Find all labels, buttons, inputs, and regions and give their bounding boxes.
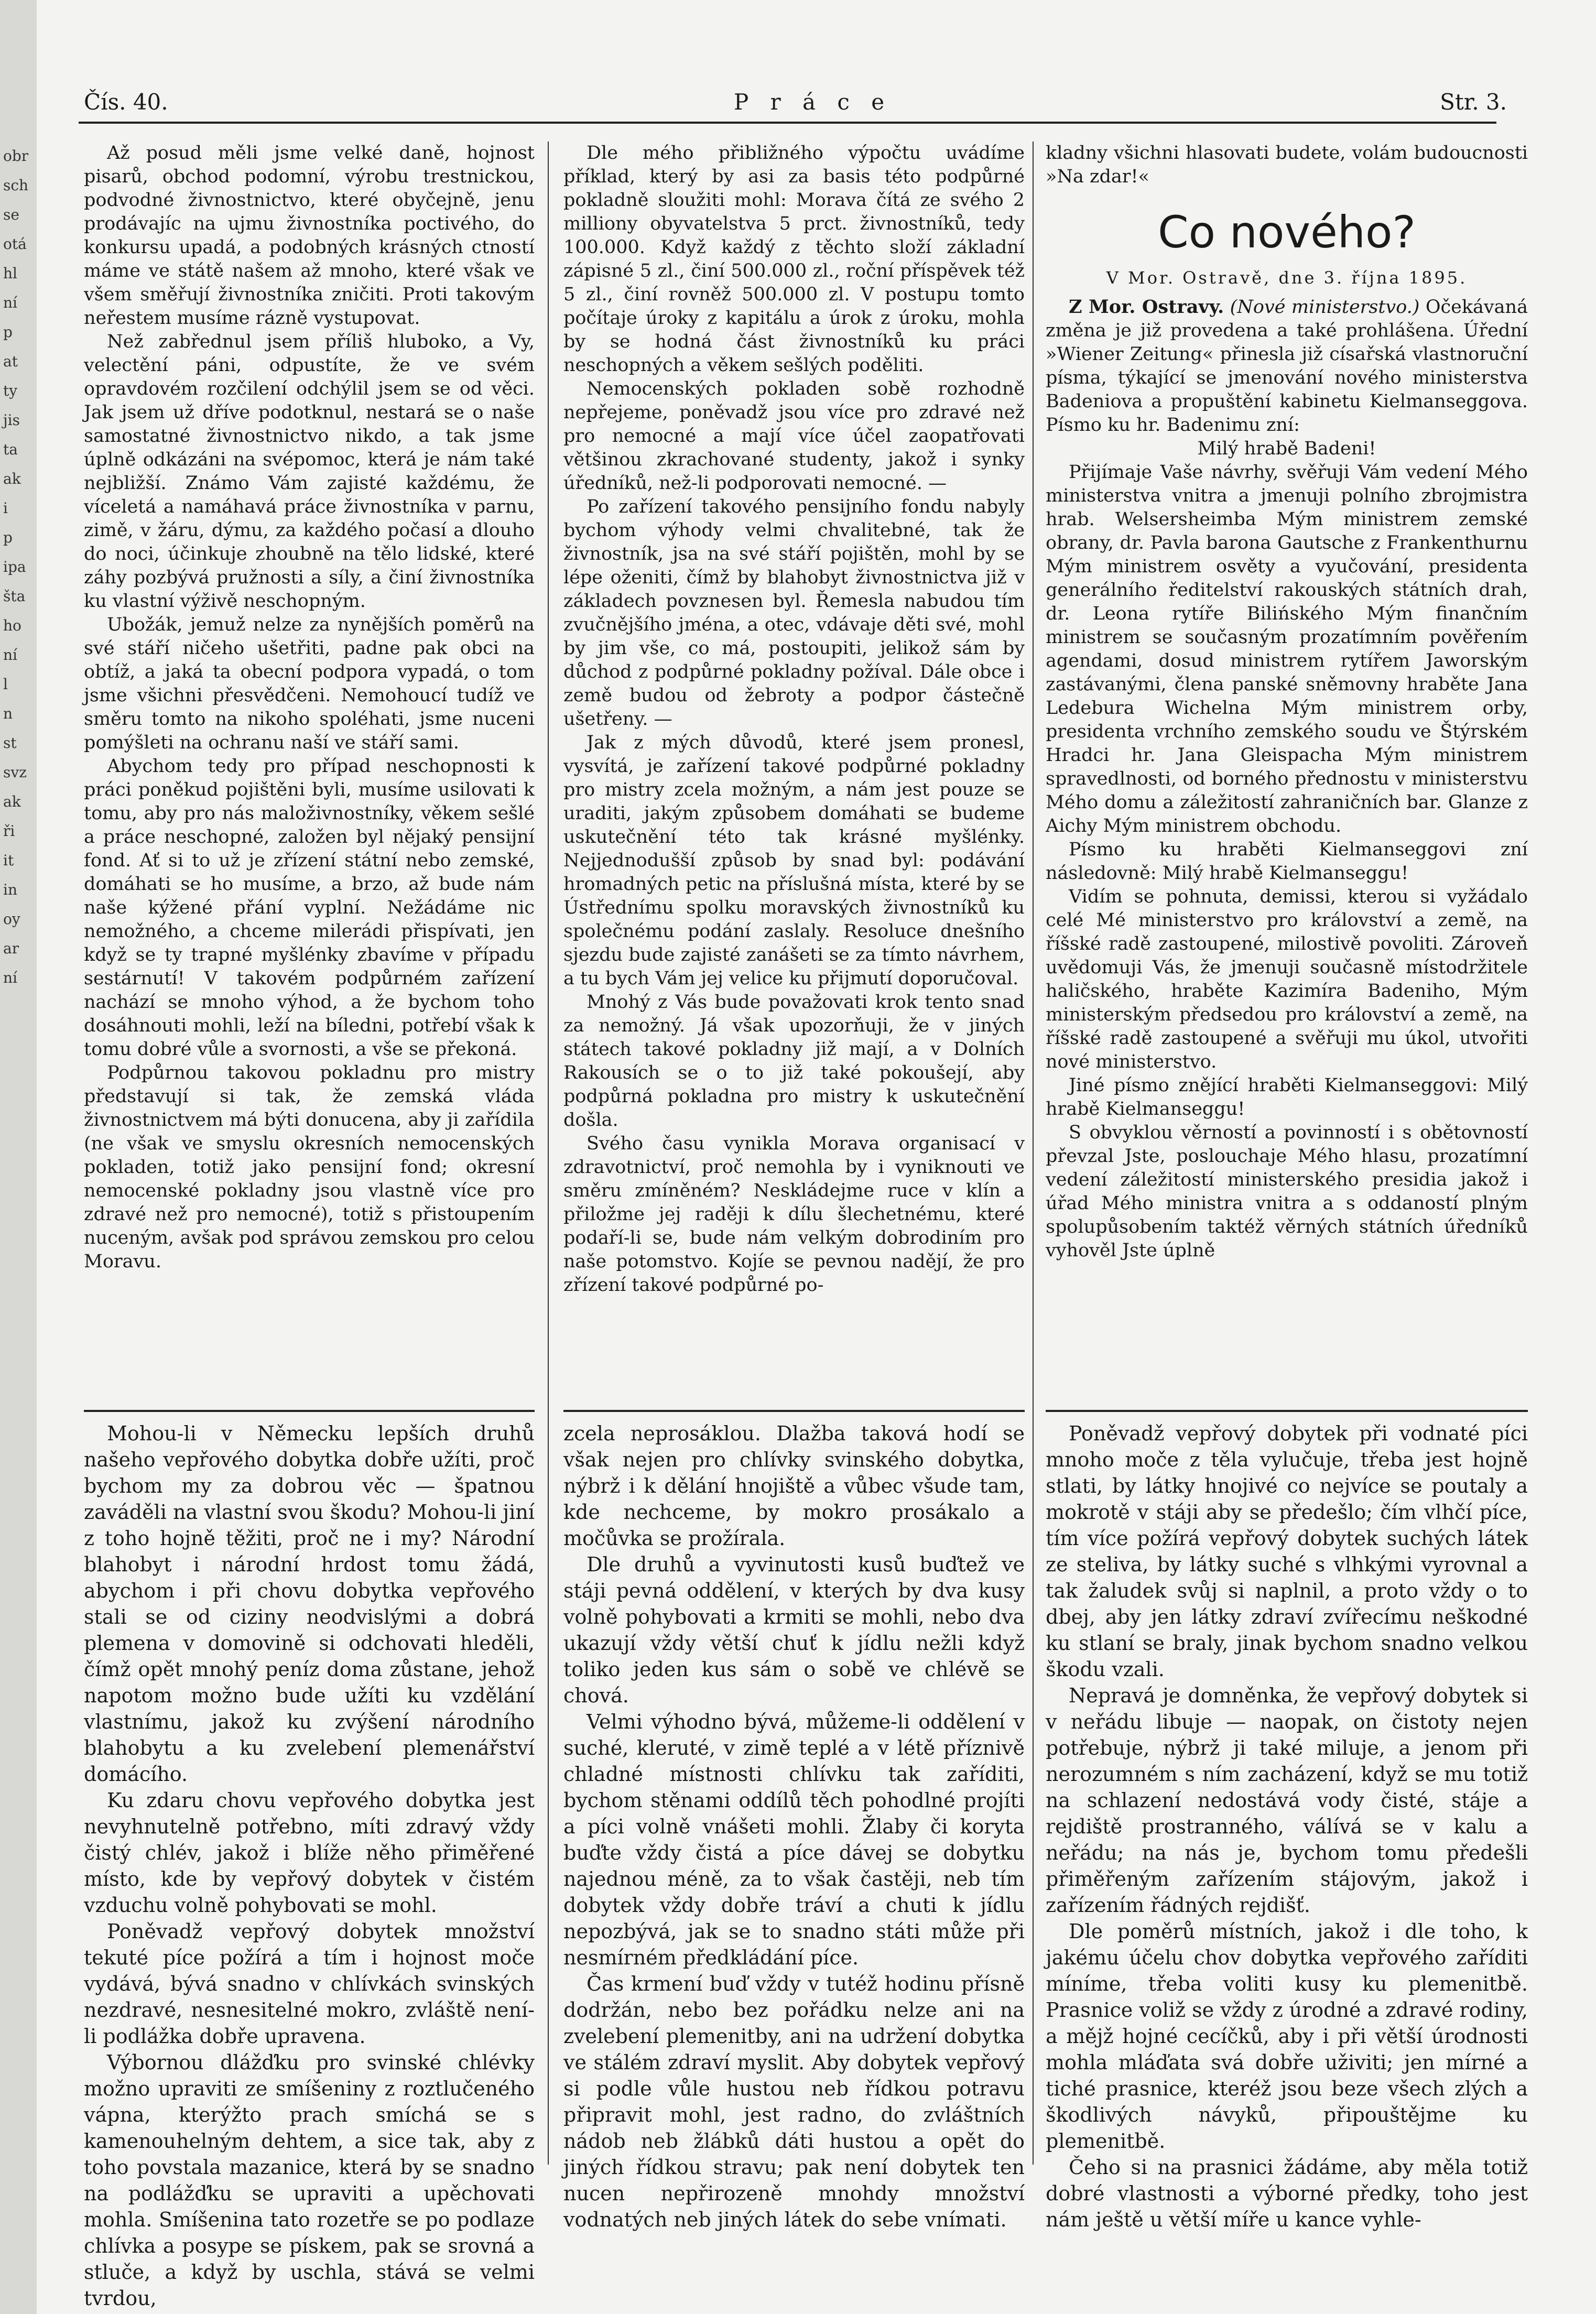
paragraph: Nepravá je domněnka, že vepřový dobytek si v neřádu libuje — naopak, on čistoty nejen potřebuje, nýbrž ji také miluje, a jenom při nerozumném s ním zacházení, když se mu totiž na schlazení nedostává vody čisté, stáje a rejdiště prostranného, válívá se v kalu a neřádu; na nás je, bychom tomu předešli přiměřeným zařízením stájovým, jakož i zařízením řádných rejdišť. [1046, 1684, 1528, 1917]
news-topic: (Nové ministerstvo.) [1230, 297, 1420, 318]
paragraph: Abychom tedy pro případ neschopnosti k práci poněkud pojištěni byli, musíme usilovati k tomu, aby pro nás maloživnostníky, věkem sešlé a práce neschopné, založen byl nějaký pensijní fond. Ať si to už je zřízení státní nebo zemské, domáhati se ho musíme, a brzo, až bude nám naše kýžené přání vyplní. Nežádáme nic nemožného, a chceme milerádi přispívati, jen když se ty trapné myšlénky zbavíme v případu sestárnutí! V takovém podpůrném zařízení nachází se mnoho výhod, a že bychom toho dosáhnouti mohli, leží na bíledni, potřebí však k tomu dobré vůle a svornosti, a vše se překoná. [84, 756, 535, 1060]
paragraph: Ubožák, jemuž nelze za nynějších poměrů na své stáří ničeho ušetřiti, padne pak obci na obtíž, a jaká ta obecní podpora vypadá, o tom jsme všichni přesvědčeni. Nemohoucí tudíž ve směru tomto na nikoho spoléhati, jsme nuceni pomýšleti na ochranu naší ve stáří sami. [84, 614, 535, 753]
header-rule [79, 122, 1496, 124]
issue-number: Čís. 40. [84, 89, 168, 115]
pig-article-column-3 [1046, 1420, 1528, 2233]
margin-fragment-line: ipa [3, 558, 26, 575]
margin-fragment-line: ar [3, 940, 19, 957]
margin-fragment-line: sch [3, 177, 29, 194]
margin-fragment-line: ní [3, 969, 17, 986]
column-rule-2 [1033, 142, 1034, 2165]
article-column-3 [1046, 142, 1528, 1263]
article-column-1 [84, 142, 535, 1274]
margin-fragment-line: hl [3, 265, 17, 282]
page-number: Str. 3. [1440, 89, 1507, 115]
margin-fragment-line: ty [3, 382, 18, 399]
margin-text-fragment [3, 142, 34, 993]
margin-fragment-line: ři [3, 822, 15, 840]
paragraph: Podpůrnou takovou pokladnu pro mistry představují si tak, že zemská vláda živnostnictvem má býti donucena, aby ji zařídila (ne však ve smyslu okresních nemocenských pokladen, totiž jako pensijní fond; okresní nemocenské pokladny jsou vlastně více pro zdravé než pro nemocné), totiž s přistoupením nuceným, avšak pod správou zemskou pro celou Moravu. [84, 1062, 535, 1272]
paragraph: Poněvadž vepřový dobytek při vodnaté píci mnoho moče z těla vylučuje, třeba jest hojně stlati, by látky hnojivé co nejvíce se poutaly a mokrotě v stáji aby se předešlo; čím vlhčí píce, tím více požírá vepřový dobytek suchých látek ze steliva, by látky suché s vlhkými vyrovnal a tak žaludek svůj si naplnil, a proto vždy o to dbej, aby jen látky zdraví zvířecímu neškodné ku stlaní se braly, jinak bychom snadno velkou škodu vzali. [1046, 1422, 1528, 1681]
margin-fragment-line: ho [3, 617, 21, 634]
margin-fragment-line: šta [3, 588, 26, 605]
previous-page-edge [0, 0, 38, 2314]
paragraph: Ku zdaru chovu vepřového dobytka jest nevyhnutelně potřebno, míti zdravý vždy čistý chlév, jakož i blíže něho přiměřené místo, kde by vepřový dobytek v čistém vzduchu volně pohybovati se mohl. [84, 1789, 535, 1917]
column-rule-1 [548, 142, 549, 2165]
paragraph: Přijímaje Vaše návrhy, svěřuji Vám vedení Mého ministerstva vnitra a jmenuji polního zbrojmistra hrab. Welsersheimba Mým ministrem zemské obrany, dr. Pavla barona Gautsche z Frankenthurnu Mým ministrem osvěty a vyučování, presidenta generálního ředitelství rakouských státních drah, dr. Leona rytíře Bilińského Mým finančním ministrem se současným prozatímním pověřením agendami, dosud ministrem rytířem Jaworským zastávanými, člena panské sněmovny hraběte Jana Ledebura Wichelna Mým ministrem orby, presidenta vrchního zemského soudu ve Štýrském Hradci hr. Jana Gleispacha Mým ministrem spravedlnosti, od borného přednostu v ministerstvu Mého domu a záležitostí zahraničních bar. Glanze z Aichy Mým ministrem obchodu. [1046, 462, 1528, 836]
paragraph: Nemocenských pokladen sobě rozhodně nepřejeme, poněvadž jsou více pro zdravé než pro nemocné a mají více účel zaopatřovati většinou zkrachované studenty, jakož i synky úředníků, než-li podporovati nemocné. — [563, 378, 1025, 494]
margin-fragment-line: p [3, 323, 13, 341]
margin-fragment-line: se [3, 206, 19, 223]
margin-fragment-line: st [3, 734, 17, 752]
newspaper-title: P r á c e [734, 89, 892, 115]
dateline: V Mor. Ostravě, dne 3. října 1895. [1106, 268, 1468, 288]
pig-article-column-2 [563, 1420, 1025, 2233]
news-item [1046, 295, 1528, 437]
paragraph: Mohou-li v Německu lepších druhů našeho vepřového dobytka dobře užíti, proč bychom my za dobrou věc — špatnou zaváděli na vlastní svou škodu? Mohou-li jiní z toho hojně těžiti, proč ne i my? Národní blahobyt i národní hrdost tomu žádá, abychom i při chovu dobytka vepřového stali se od ciziny neodvislými a dobrá plemena v domovině si odchovati hleděli, čímž opět mnohý peníz doma zůstane, jehož napotom možno bude užíti ku vzdělání vlastnímu, jakož ku zvýšení národního blahobytu a ku zvelebení plemenářství domácího. [84, 1422, 535, 1786]
paragraph: Po zařízení takového pensijního fondu nabyly bychom výhody velmi chvalitebné, tak že živnostník, jsa na své stáří pojištěn, mohl by se lépe oženiti, čímž by blahobyt živnostnictva již v základech povznesen byl. Řemesla nabudou tím zvučnějšího jména, a otec, vdávaje děti své, mohl by jim vše, co má, postoupiti, jelikož sám by důchod z podpůrné pokladny požíval. Dále obce i země budou od žebroty a podpor částečně ušetřeny. — [563, 496, 1025, 730]
paragraph: Dle poměrů místních, jakož i dle toho, k jakému účelu chov dobytka vepřového zaříditi míníme, třeba voliti kusy ku plemenitbě. Prasnice voliž se vždy z úrodné a zdravé rodiny, a mějž hojné cecíčků, aby i při větší úrodnosti mohla mláďata svá dobře uživiti; jen mírné a tiché prasnice, kteréž jsou beze všech zlých a škodlivých návyků, připouštějme ku plemenitbě. [1046, 1920, 1528, 2153]
paragraph: Čeho si na prasnici žádáme, aby měla totiž dobré vlastnosti a výborné předky, toho jest nám ještě u větší míře u kance vyhle- [1046, 2156, 1528, 2231]
paragraph: Jiné písmo znějící hraběti Kielmanseggovi: Milý hrabě Kielmanseggu! [1046, 1075, 1528, 1120]
paragraph: Čas krmení buď vždy v tutéž hodinu přísně dodržán, nebo bez pořádku nelze ani na zvelebení plemenitby, ani na udržení dobytka ve stálém zdraví myslit. Aby dobytek vepřový si podle vůle hustou neb řídkou potravu připravit mohl, jest radno, do zvláštních nádob neb žlábků dáti hustou a opět do jiných řídkou stravu; pak není dobytek ten nucen nepřirozeně mnohdy množství vodnatých neb jiných látek do sebe vnímati. [563, 1972, 1025, 2231]
margin-fragment-line: oy [3, 910, 20, 928]
page-header [84, 79, 1507, 121]
news-text: Očekávaná změna je již provedena a také prohlášena. Úřední »Wiener Zeitung« přinesla již císařská vlastnoruční písma, týkající se jmenování nového ministerstva Badeniova a propuštění kabinetu Kielmanseggova. Písmo ku hr. Badenimu zní: [1046, 297, 1528, 436]
paragraph: Jak z mých důvodů, které jsem pronesl, vysvítá, je zařízení takové podpůrné pokladny pro mistry zcela možným, a nám jest pouze se uraditi, jakým způsobem domáhati se budeme uskutečnění této tak krásné myšlénky. Nejjednodušší způsob by snad byl: podávání hromadných petic na příslušná místa, které by se Ústřednímu spolku moravských živnostníků ku společnému podání zaslaly. Resoluce dnešního sjezdu bude zajisté zanášeti se za tímto návrhem, a tu bych Vám jej velice ku přijmutí doporučoval. [563, 732, 1025, 989]
paragraph: kladny všichni hlasovati budete, volám budoucnosti »Na zdar!« [1046, 143, 1528, 187]
newspaper-page [37, 0, 1596, 2314]
section-rule-2 [563, 1410, 1025, 1412]
paragraph: Dle druhů a vyvinutosti kusů buďtež ve stáji pevná oddělení, v kterých by dva kusy volně pohybovati a krmiti se mohli, nebo dva ukazují vždy větší chuť k jídlu nežli když toliko jeden kus sám o sobě ve chlévě se chová. [563, 1553, 1025, 1707]
margin-fragment-line: p [3, 529, 13, 546]
margin-fragment-line: otá [3, 235, 27, 253]
section-rule-3 [1046, 1410, 1528, 1412]
paragraph: S obvyklou věrností a povinností i s obětovností převzal Jste, poslouchaje Mého hlasu, prozatímní vedení záležitostí ministerského presidia jakož i úřad Mého ministra vnitra a s oddaností plným spolupůsobením taktéž věrných státních úředníků vyhověl Jste úplně [1046, 1122, 1528, 1261]
margin-fragment-line: ní [3, 646, 17, 664]
margin-fragment-line: at [3, 353, 18, 370]
paragraph: zcela neprosáklou. Dlažba taková hodí se však nejen pro chlívky svinského dobytka, nýbrž i k dělání hnojiště a vůbec všude tam, kde nechceme, by mokro prosákalo a močůvka se prožírala. [563, 1422, 1025, 1550]
margin-fragment-line: in [3, 881, 17, 898]
pig-article-column-1 [84, 1420, 535, 2311]
margin-fragment-line: l [3, 676, 8, 693]
paragraph: Mnohý z Vás bude považovati krok tento snad za nemožný. Já však upozorňuji, že v jiných státech takové pokladny již mají, a v Dolních Rakousích se o to již také pokoušejí, aby podpůrná pokladna pro mistry k uskutečnění došla. [563, 992, 1025, 1131]
paragraph: Než zabřednul jsem příliš hluboko, a Vy, velectění páni, odpustíte, že ve svém opravdovém rozčilení odchýlil jsem se od věci. Jak jsem už dříve podotknul, nestará se o naše samostatné živnostnictvo nikdo, a tak jsme úplně odkázáni na svépomoc, která je nám také nejbližší. Známo Vám zajisté každému, že víceletá a namáhavá práce živnostníka v parnu, zimě, v žáru, dýmu, za každého počasí a dlouho do noci, účinkuje zhoubně na tělo lidské, které záhy pozbývá pružnosti a síly, a činí živnostníka ku vlastní výživě neschopným. [84, 331, 535, 612]
paragraph: Velmi výhodno bývá, můžeme-li oddělení v suché, kleruté, v zimě teplé a v létě příznivě chladné místnosti chlívku tak zaříditi, bychom stěnami oddílů těch pohodlné projíti a píci volně vnášeti mohli. Žlaby či koryta buďte vždy čistá a píce dávej se dobytku najednou méně, za to však častěji, neb tím dobytek vždy dobře tráví a chuti k jídlu nepozbývá, jak se to snadno státi může při nesmírném předkládání píce. [563, 1710, 1025, 1969]
margin-fragment-line: it [3, 852, 14, 869]
paragraph: Až posud měli jsme velké daně, hojnost pisarů, obchod podomní, výrobu trestnickou, podvodné živnostnictvo, které obyčejně, jenu prodávajíc na ujmu živnostníka poctivého, do konkursu upadá, a podobných krásných ctností máme ve státě našem až mnoho, které však ve všem směřují živnostníka zničiti. Proti takovým neřestem musíme rázně vystupovat. [84, 143, 535, 329]
news-location: Z Mor. Ostravy. [1069, 296, 1224, 318]
margin-fragment-line: ní [3, 294, 17, 311]
margin-fragment-line: ak [3, 470, 21, 487]
margin-fragment-line: ak [3, 793, 21, 810]
paragraph: Písmo ku hraběti Kielmanseggovi zní následovně: Milý hrabě Kielmanseggu! [1046, 839, 1528, 884]
section-heading: Co nového? [1158, 207, 1416, 258]
margin-fragment-line: n [3, 705, 13, 722]
article-column-2 [563, 142, 1025, 1297]
salutation: Milý hrabě Badeni! [1197, 438, 1376, 459]
paragraph: Vidím se pohnuta, demissi, kterou si vyžádalo celé Mé ministerstvo pro království a země, na říšské radě zastoupené, milostivě povoliti. Zároveň uvědomuji Vás, že jmenuji současně místodržitele haličského, hraběte Kazimíra Badeniho, Mým ministerským předsedou pro království a země, na říšské radě zastoupené a svěřuji mu úkol, utvořiti nové ministerstvo. [1046, 886, 1528, 1072]
paragraph: Poněvadž vepřový dobytek množství tekuté píce požírá a tím i hojnost moče vydává, bývá snadno v chlívkách svinských nezdravé, nesnesitelné mokro, zvláště není-li podlážka dobře upravena. [84, 1920, 535, 2048]
margin-fragment-line: jis [3, 411, 20, 429]
margin-fragment-line: ta [3, 441, 18, 458]
paragraph: Dle mého přibližného výpočtu uvádíme příklad, který by asi za basis této podpůrné pokladně sloužiti mohl: Morava čítá ze svého 2 milliony obyvatelstva 5 prct. živnostníků, tedy 100.000. Když každý z těchto složí základní zápisné 5 zl., činí 500.000 zl., roční příspěvek též 5 zl., činí rovněž 500.000 zl. V postupu tomto počítaje úroky z kapitálu a úrok z úroku, mohla by se hodná část živnostníků ku práci neschopných a věkem sešlých poděliti. [563, 143, 1025, 376]
paragraph: Výbornou dlážďku pro svinské chlévky možno upraviti ze smíšeniny z roztlučeného vápna, kterýžto prach smíchá se s kamenouhelným dehtem, a sice tak, aby z toho povstala mazanice, která by se snadno na podlážďku se upraviti a upěchovati mohla. Smíšenina tato rozetře se po podlaze chlívka a posype se pískem, pak se srovná a stluče, a když by uschla, stává se velmi tvrdou, [84, 2051, 535, 2310]
margin-fragment-line: obr [3, 147, 29, 165]
paragraph: Svého času vynikla Morava organisací v zdravotnictví, proč nemohla by i vyniknouti ve směru zmíněném? Neskládejme ruce v klín a přiložme jej raději k dílu šlechetnému, které podaří-li se, bude nám velkým dobrodiním pro naše potomstvo. Kojíe se pevnou nadějí, že pro zřízení takové podpůrné po- [563, 1133, 1025, 1296]
margin-fragment-line: svz [3, 764, 27, 781]
margin-fragment-line: i [3, 499, 8, 517]
section-rule-1 [84, 1410, 535, 1412]
